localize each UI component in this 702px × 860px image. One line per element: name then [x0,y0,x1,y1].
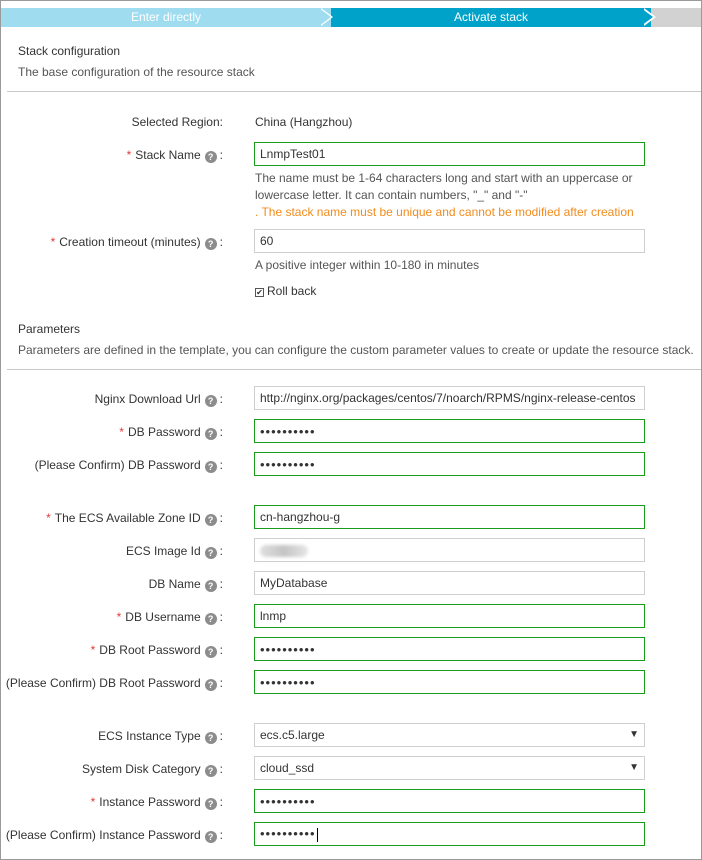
help-icon[interactable]: ? [205,151,217,163]
image-id-input[interactable] [254,538,645,562]
db-password-label: * DB Password ? : [119,425,223,439]
help-icon[interactable]: ? [205,428,217,440]
section-title-stack-config: Stack configuration [18,44,121,58]
db-root-password-label: * DB Root Password ? : [90,643,223,657]
disk-category-value: cloud_ssd [260,761,315,775]
instance-password-label: * Instance Password ? : [90,795,223,809]
text-cursor [317,828,318,842]
db-root-password-confirm-label: (Please Confirm) DB Root Password ? : [5,676,223,690]
db-root-password-input[interactable] [254,637,645,661]
section-desc-parameters: Parameters are defined in the template, you can configure the custom parameter values to create or update the resource stack. [18,343,694,357]
instance-type-label: ECS Instance Type ? : [98,729,223,743]
divider [7,91,702,92]
db-password-confirm-label: (Please Confirm) DB Password ? : [34,458,223,472]
rollback-checkbox[interactable] [255,283,316,299]
instance-type-value: ecs.c5.large [260,728,325,742]
instance-password-confirm-input[interactable]: •••••••••• [254,822,645,846]
stack-name-warning: . The stack name must be unique and cannot be modified after creation [255,205,634,219]
db-password-input[interactable] [254,419,645,443]
help-icon[interactable]: ? [205,613,217,625]
help-icon[interactable]: ? [205,514,217,526]
db-password-confirm-input[interactable] [254,452,645,476]
chevron-down-icon[interactable]: ▼ [629,729,639,740]
help-icon[interactable]: ? [205,580,217,592]
db-root-password-confirm-input[interactable] [254,670,645,694]
instance-type-select[interactable] [254,723,645,747]
timeout-input[interactable] [254,229,645,253]
help-icon[interactable]: ? [205,679,217,691]
section-title-parameters: Parameters [18,322,81,336]
help-icon[interactable]: ? [205,831,217,843]
zone-label: * The ECS Available Zone ID ? : [46,511,223,525]
stack-name-label: * Stack Name ? : [126,148,223,162]
timeout-label: * Creation timeout (minutes) ? : [50,235,223,249]
help-icon[interactable]: ? [205,646,217,658]
region-value: China (Hangzhou) [255,115,353,129]
region-label: Selected Region: [131,115,223,129]
help-icon[interactable]: ? [205,798,217,810]
help-icon[interactable]: ? [205,732,217,744]
divider [7,369,702,370]
instance-password-input[interactable] [254,789,645,813]
chevron-down-icon[interactable]: ▼ [629,762,639,773]
instance-password-confirm-label: (Please Confirm) Instance Password ? : [5,828,223,842]
rollback-label: Roll back [267,284,317,298]
redacted-value [260,545,308,557]
help-icon[interactable]: ? [205,547,217,559]
step-bar [1,1,702,27]
stack-name-hint: The name must be 1-64 characters long and start with an uppercase or lowercase letter. It can contain numbers, "_" and "-" . The stack name must be unique and cannot be modified after creation [255,171,634,219]
help-icon[interactable]: ? [205,461,217,473]
db-name-input[interactable] [254,571,645,595]
step-arrow [319,8,331,26]
help-icon[interactable]: ? [205,238,217,250]
image-id-label: ECS Image Id ? : [125,544,223,558]
db-username-input[interactable] [254,604,645,628]
step-enter-directly[interactable]: Enter directly [1,8,331,27]
step-activate-stack: Activate stack [331,8,651,27]
section-desc-stack-config: The base configuration of the resource stack [18,65,255,79]
timeout-hint: A positive integer within 10-180 in minutes [255,258,480,272]
disk-category-select[interactable] [254,756,645,780]
help-icon[interactable]: ? [205,765,217,777]
step-arrow [641,8,653,26]
disk-category-label: System Disk Category ? : [81,762,223,776]
step-pending [651,8,702,27]
nginx-url-input[interactable] [254,386,645,410]
checkbox-icon[interactable]: ✔ [256,288,263,297]
db-name-label: DB Name ? : [148,577,223,591]
stack-name-input[interactable] [254,142,645,166]
nginx-url-label: Nginx Download Url ? : [94,392,223,406]
zone-input[interactable] [254,505,645,529]
help-icon[interactable]: ? [205,395,217,407]
db-username-label: * DB Username ? : [116,610,223,624]
